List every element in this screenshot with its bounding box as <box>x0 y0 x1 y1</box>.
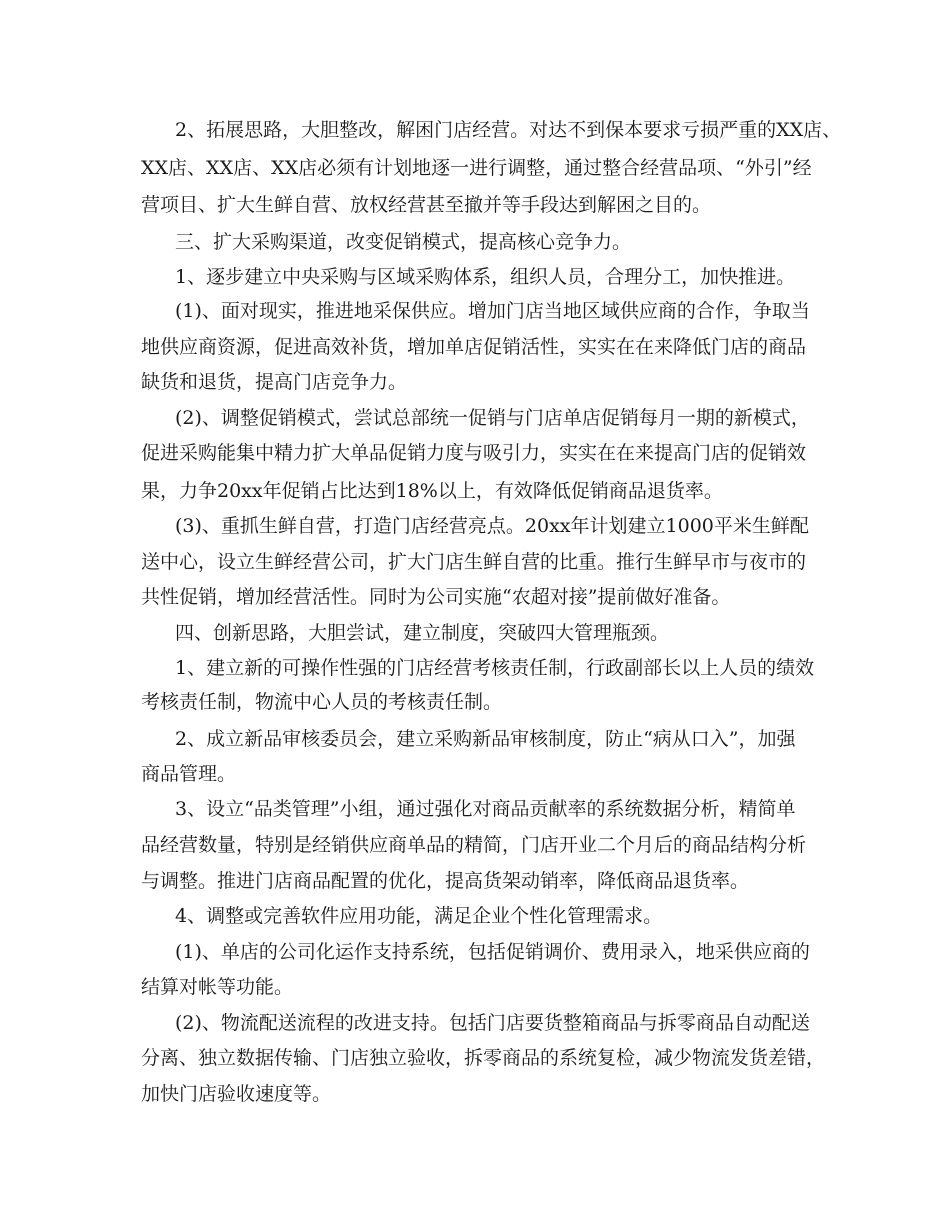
text-line: (2)、调整促销模式，尝试总部统一促销与门店单店促销每月一期的新模式， <box>175 407 810 429</box>
text-line: 1、逐步建立中央采购与区域采购体系，组织人员，合理分工，加快推进。 <box>175 266 796 288</box>
text-line: 分离、独立数据传输、门店独立验收，拆零商品的系统复检，减少物流发货差错， <box>141 1047 826 1069</box>
text-line: 1、建立新的可操作性强的门店经营考核责任制，行政副部长以上人员的绩效 <box>175 657 815 679</box>
text-line: 促进采购能集中精力扩大单品促销力度与吸引力，实实在在来提高门店的促销效 <box>141 442 807 464</box>
text-line: 送中心，设立生鲜经营公司，扩大门店生鲜自营的比重。推行生鲜早市与夜市的 <box>141 551 807 573</box>
text-line: 4、调整或完善软件应用功能，满足企业个性化管理需求。 <box>175 905 663 927</box>
text-line: 共性促销，增加经营活性。同时为公司实施“农超对接”提前做好准备。 <box>141 586 731 608</box>
text-line: 加快门店验收速度等。 <box>141 1083 332 1105</box>
text-line: 结算对帐等功能。 <box>141 976 294 998</box>
text-line: 果，力争20xx年促销占比达到18%以上，有效降低促销商品退货率。 <box>141 480 723 502</box>
text-line: 缺货和退货，提高门店竞争力。 <box>141 371 408 393</box>
text-line: 品经营数量，特别是经销供应商单品的精简，门店开业二个月后的商品结构分析 <box>141 834 807 856</box>
text-line: (1)、单店的公司化运作支持系统，包括促销调价、费用录入，地采供应商的 <box>175 941 810 963</box>
section-heading: 四、创新思路，大胆尝试，建立制度，突破四大管理瓶颈。 <box>175 622 670 644</box>
text-line: 3、设立“品类管理”小组，通过强化对商品贡献率的系统数据分析，精简单 <box>175 798 796 820</box>
text-line: 地供应商资源，促进高效补货，增加单店促销活性，实实在在来降低门店的商品 <box>141 336 807 358</box>
text-line: (3)、重抓生鲜自营，打造门店经营亮点。20xx年计划建立1000平米生鲜配 <box>175 515 809 537</box>
text-line: (1)、面对现实，推进地采保供应。增加门店当地区域供应商的合作，争取当 <box>175 300 810 322</box>
text-line: 考核责任制，物流中心人员的考核责任制。 <box>141 691 503 713</box>
section-heading: 三、扩大采购渠道，改变促销模式，提高核心竞争力。 <box>175 231 632 253</box>
text-line: (2)、物流配送流程的改进支持。包括门店要货整箱商品与拆零商品自动配送 <box>175 1012 810 1034</box>
text-line: XX店、XX店、XX店必须有计划地逐一进行调整，通过整合经营品项、“外引”经 <box>141 157 812 179</box>
text-line: 2、成立新品审核委员会，建立采购新品审核制度，防止“病从口入”，加强 <box>175 728 796 750</box>
text-line: 商品管理。 <box>141 763 237 785</box>
text-line: 与调整。推进门店商品配置的优化，提高货架动销率，降低商品退货率。 <box>141 870 750 892</box>
text-line: 2、拓展思路，大胆整改，解困门店经营。对达不到保本要求亏损严重的XX店、 <box>175 119 842 141</box>
text-line: 营项目、扩大生鲜自营、放权经营甚至撤并等手段达到解困之目的。 <box>141 194 712 216</box>
